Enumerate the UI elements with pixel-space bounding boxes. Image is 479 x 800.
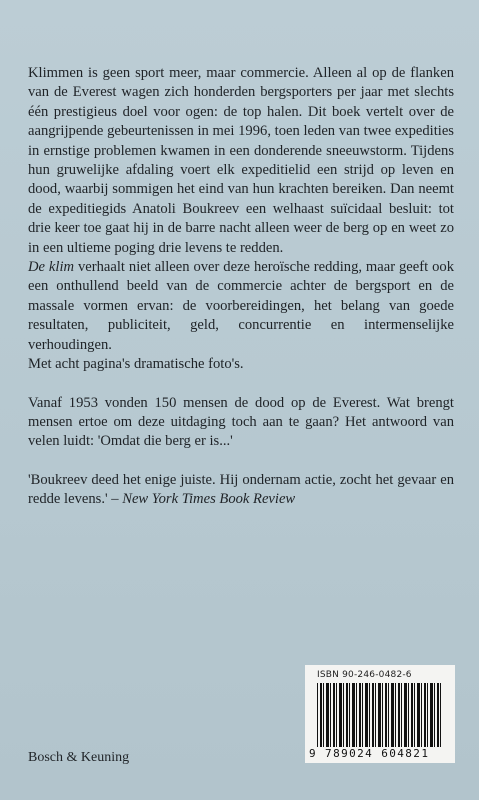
barcode-icon: [317, 683, 443, 747]
blurb-paragraph-2-text: verhaalt niet alleen over deze heroïsche redding, maar geeft ook een onthullend beeld van de commercie achter de bergsport en de massale vormen ervan: de voorbereidingen, het belang van goede resultaten, publiciteit, geld, concurrentie en intermenselijke verhoudingen.: [28, 259, 454, 353]
blurb-paragraph-1: Klimmen is geen sport meer, maar commercie. Alleen al op de flanken van de Everest wagen zich honderden bergsporters per jaar met slechts één prestigieus doel voor ogen: de top halen. Dit boek vertelt over de aangrijpende gebeurtenissen in mei 1996, toen leden van twee expedities in ernstige problemen kwamen in een donderende sneeuwstorm. Tijdens hun gruwelijke afdaling voert elk expeditielid een strijd op leven en dood, waarbij sommigen het eind van hun krachten bereiken. Dan neemt de expeditiegids Anatoli Boukreev een welhaast suïcidaal besluit: tot drie keer toe gaat hij in de barre nacht alleen weer de berg op en weet zo in een ultieme poging drie levens te redden.: [28, 65, 454, 256]
quote-text: 'Boukreev deed het enige juiste. Hij ondernam actie, zocht het gevaar en redde levens.' –: [28, 471, 454, 508]
book-title: De klim: [28, 259, 75, 276]
quote-source: New York Times Book Review: [122, 491, 296, 508]
ean-digits: 9 789024 604821: [309, 747, 430, 760]
blurb-paragraph-2: [28, 258, 454, 355]
blurb-paragraph-3: Met acht pagina's dramatische foto's.: [28, 356, 244, 373]
blurb-text: [28, 64, 454, 510]
review-quote: [28, 471, 454, 510]
isbn-number: ISBN 90-246-0482-6: [317, 670, 412, 680]
barcode-label: [305, 665, 455, 763]
blurb-paragraph-4: Vanaf 1953 vonden 150 mensen de dood op de Everest. Wat brengt mensen ertoe om deze uitdaging toch aan te gaan? Het antwoord van velen luidt: 'Omdat die berg er is...': [28, 394, 454, 450]
publisher-name: Bosch & Keuning: [28, 750, 130, 765]
